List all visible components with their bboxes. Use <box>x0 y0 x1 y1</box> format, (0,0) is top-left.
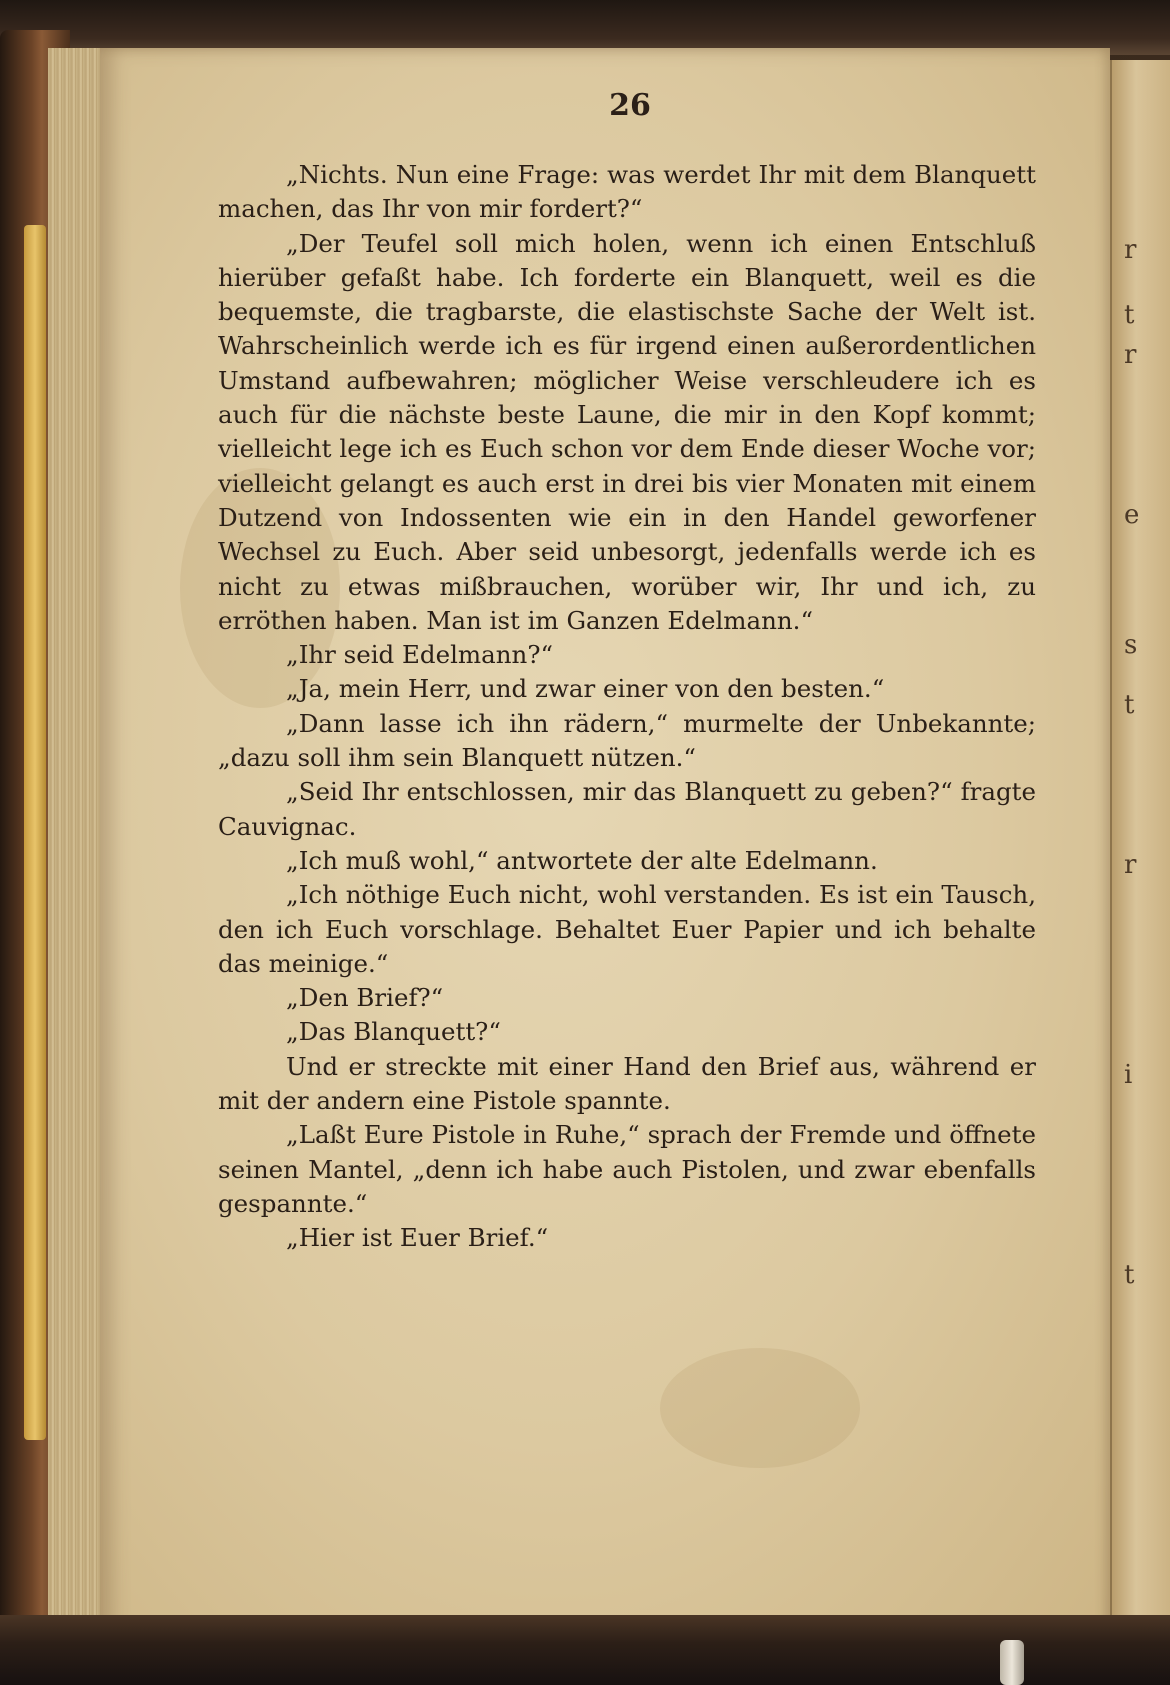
facing-fragment: r <box>1124 340 1137 370</box>
paragraph: „Hier ist Euer Brief.“ <box>286 1223 549 1253</box>
paragraph: „Der Teufel soll mich holen, wenn ich einen Entschluß hierüber gefaßt habe. Ich forderte ein Blanquett, weil es die bequemste, die tragbarste, die elastischste Sache der Welt ist. Wahrscheinlich werde ich es für irgend einen außerordentlichen Umstand aufbewahren; möglicher Weise verschleudere ich es auch für die nächste beste Laune, die mir in den Kopf kommt; vielleicht lege ich es Euch schon vor dem Ende dieser Woche vor; vielleicht gelangt es auch erst in drei bis vier Monaten mit einem Dutzend von Indossenten wie ein in den Handel geworfener Wechsel zu Euch. Aber seid unbesorgt, jedenfalls werde ich es nicht zu etwas mißbrauchen, worüber wir, Ihr und ich, zu erröthen haben. Man ist im Ganzen Edelmann.“ <box>218 228 1036 635</box>
page-edge-strip <box>24 225 46 1440</box>
book-cover-bottom <box>0 1615 1170 1685</box>
paragraph: Und er streckte mit einer Hand den Brief aus, während er mit der andern eine Pistole spannte. <box>218 1051 1036 1116</box>
book-cover-top <box>0 0 1170 55</box>
facing-fragment: t <box>1124 690 1135 720</box>
facing-fragment: t <box>1124 1260 1135 1290</box>
facing-fragment: r <box>1124 850 1137 880</box>
page-number: 26 <box>609 88 651 123</box>
facing-fragment: t <box>1124 300 1135 330</box>
paragraph: „Ich nöthige Euch nicht, wohl verstanden. Es ist ein Tausch, den ich Euch vorschlage. Behaltet Euer Papier und ich behalte das meinige.“ <box>218 880 1036 978</box>
paragraph: „Dann lasse ich ihn rädern,“ murmelte der Unbekannte; „dazu soll ihm sein Blanquett nützen.“ <box>218 708 1036 773</box>
facing-page-fragments <box>1124 60 1164 1630</box>
paper-stain <box>660 1348 860 1468</box>
facing-fragment: i <box>1124 1060 1133 1090</box>
page-text <box>218 158 1036 1256</box>
paragraph: „Seid Ihr entschlossen, mir das Blanquett zu geben?“ fragte Cauvignac. <box>218 777 1036 841</box>
paragraph: „Ich muß wohl,“ antwortete der alte Edelmann. <box>286 845 878 875</box>
paragraph: „Den Brief?“ <box>286 983 444 1013</box>
facing-fragment: s <box>1124 630 1138 660</box>
paragraph: „Ihr seid Edelmann?“ <box>286 640 553 670</box>
paragraph: „Das Blanquett?“ <box>286 1017 501 1047</box>
paragraph: „Ja, mein Herr, und zwar einer von den besten.“ <box>286 674 885 704</box>
facing-fragment: e <box>1124 500 1140 530</box>
facing-fragment: r <box>1124 235 1137 265</box>
paragraph: „Laßt Eure Pistole in Ruhe,“ sprach der Fremde und öffnete seinen Mantel, „denn ich habe auch Pistolen, und zwar ebenfalls gespannte.“ <box>218 1120 1036 1218</box>
book-clasp <box>1000 1640 1024 1685</box>
facing-page-edge <box>1110 60 1170 1630</box>
paragraph: „Nichts. Nun eine Frage: was werdet Ihr mit dem Blanquett machen, das Ihr von mir fordert?“ <box>218 160 1036 224</box>
